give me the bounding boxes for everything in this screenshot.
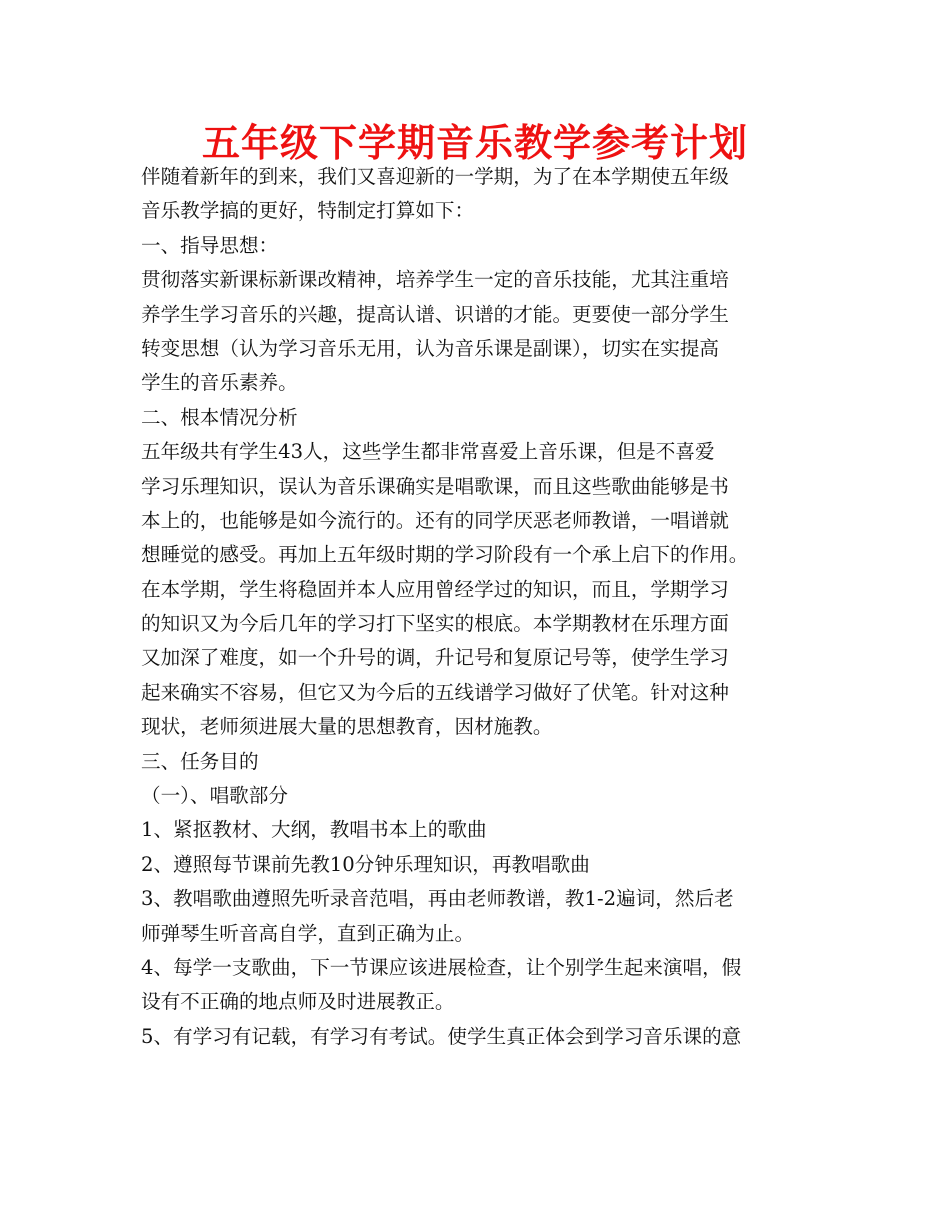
section-heading: 一、指导思想： [141, 233, 279, 257]
list-item-continuation: 设有不正确的地点师及时进展教正。 [141, 990, 455, 1014]
section-heading: 二、根本情况分析 [141, 405, 298, 429]
list-item: 4、每学一支歌曲，下一节课应该进展检查，让个别学生起来演唱，假 [141, 955, 742, 979]
paragraph-line: 学习乐理知识，误认为音乐课确实是唱歌课，而且这些歌曲能够是书 [141, 474, 729, 498]
list-item: 2、遵照每节课前先教10分钟乐理知识，再教唱歌曲 [141, 852, 590, 876]
paragraph-line: 养学生学习音乐的兴趣，提高认谱、识谱的才能。更要使一部分学生 [141, 302, 729, 326]
paragraph-line: 又加深了难度，如一个升号的调，升记号和复原记号等，使学生学习 [141, 646, 729, 670]
paragraph-line: 现状，老师须进展大量的思想教育，因材施教。 [141, 715, 553, 739]
paragraph-line: 五年级共有学生43人，这些学生都非常喜爱上音乐课，但是不喜爱 [141, 440, 715, 464]
list-item: 5、有学习有记载，有学习有考试。使学生真正体会到学习音乐课的意 [141, 1024, 742, 1048]
list-item: 1、紧抠教材、大纲，教唱书本上的歌曲 [141, 818, 487, 842]
paragraph-line: 伴随着新年的到来，我们又喜迎新的一学期，为了在本学期使五年级 [141, 165, 729, 188]
paragraph-line: 转变思想（认为学习音乐无用，认为音乐课是副课），切实在实提高 [141, 336, 720, 360]
paragraph-line: 想睡觉的感受。再加上五年级时期的学习阶段有一个承上启下的作用。 [141, 543, 749, 567]
document-body [141, 160, 831, 1054]
section-heading: 三、任务目的 [141, 749, 259, 773]
paragraph-line: 起来确实不容易，但它又为今后的五线谱学习做好了伏笔。针对这种 [141, 680, 729, 704]
paragraph-line: 音乐教学搞的更好，特制定打算如下： [141, 199, 475, 223]
paragraph-line: 本上的，也能够是如今流行的。还有的同学厌恶老师教谱，一唱谱就 [141, 508, 729, 532]
paragraph-line: 学生的音乐素养。 [141, 371, 298, 395]
document-title: 五年级下学期音乐教学参考计划 [201, 121, 748, 165]
paragraph-line: 贯彻落实新课标新课改精神，培养学生一定的音乐技能，尤其注重培 [141, 268, 729, 292]
list-item-continuation: 师弹琴生听音高自学，直到正确为止。 [141, 921, 475, 945]
paragraph-line: 在本学期，学生将稳固并本人应用曾经学过的知识，而且，学期学习 [141, 577, 729, 601]
subsection-heading: （一）、唱歌部分 [141, 784, 288, 808]
list-item: 3、教唱歌曲遵照先听录音范唱，再由老师教谱，教1-2遍词，然后老 [141, 887, 734, 911]
paragraph-line: 的知识又为今后几年的学习打下坚实的根底。本学期教材在乐理方面 [141, 612, 729, 636]
